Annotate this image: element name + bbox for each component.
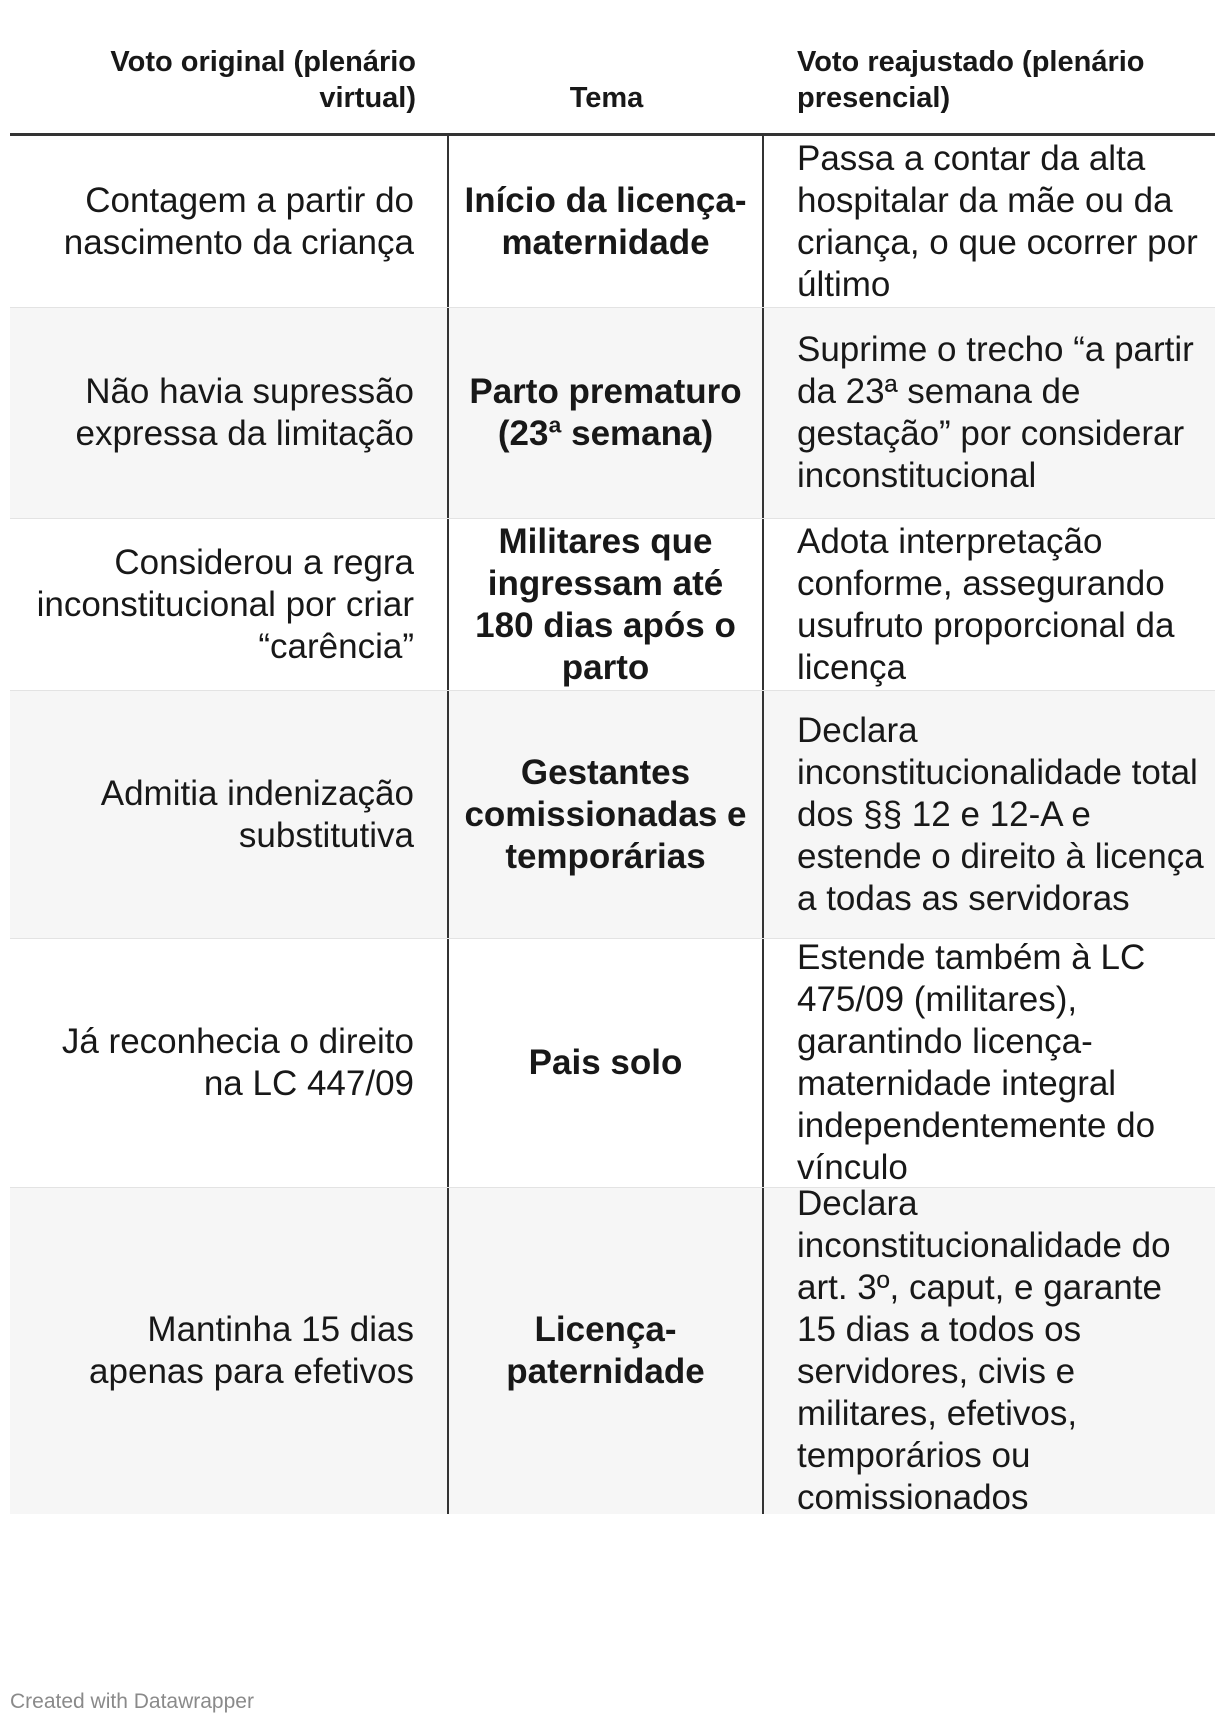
cell-theme: Militares que ingressam até 180 dias após o parto — [449, 519, 764, 690]
cell-theme: Licença-paternidade — [449, 1188, 764, 1514]
cell-adjusted-vote: Declara inconstitucionalidade do art. 3º, caput, e garante 15 dias a todos os servidores, civis e militares, efetivos, temporários ou comissionados — [797, 1184, 1171, 1517]
cell-original-vote: Contagem a partir do nascimento da criança — [10, 136, 449, 307]
cell-theme: Início da licença-maternidade — [449, 136, 764, 307]
table-row — [10, 939, 1215, 1188]
cell-original-vote: Considerou a regra inconstitucional por criar “carência” — [10, 519, 449, 690]
datawrapper-credit: Created with Datawrapper — [10, 1690, 254, 1713]
table-row — [10, 136, 1215, 308]
table-row — [10, 691, 1215, 939]
cell-original-vote: Já reconhecia o direito na LC 447/09 — [10, 939, 449, 1187]
cell-original-vote: Admitia indenização substitutiva — [10, 691, 449, 938]
header-original-vote: Voto original (plenário virtual) — [110, 46, 416, 114]
table-row — [10, 519, 1215, 691]
table-header — [10, 0, 1215, 136]
cell-original-vote: Não havia supressão expressa da limitação — [10, 308, 449, 518]
cell-theme: Gestantes comissionadas e temporárias — [449, 691, 764, 938]
cell-adjusted-vote: Passa a contar da alta hospitalar da mãe ou da criança, o que ocorrer por último — [797, 138, 1198, 304]
header-adjusted-vote: Voto reajustado (plenário presencial) — [797, 46, 1145, 114]
table-row — [10, 308, 1215, 519]
cell-adjusted-vote: Adota interpretação conforme, assegurando usufruto proporcional da licença — [797, 521, 1175, 687]
cell-adjusted-vote: Declara inconstitucionalidade total dos §§ 12 e 12-A e estende o direito à licença a todas as servidoras — [797, 710, 1204, 918]
header-theme: Tema — [569, 82, 644, 114]
table-row — [10, 1184, 1215, 1517]
cell-adjusted-vote: Suprime o trecho “a partir da 23ª semana de gestação” por considerar inconstitucional — [797, 330, 1194, 495]
cell-original-vote: Mantinha 15 dias apenas para efetivos — [10, 1188, 449, 1514]
cell-theme: Parto prematuro (23ª semana) — [449, 308, 764, 518]
comparison-table — [10, 0, 1215, 1517]
cell-adjusted-vote: Estende também à LC 475/09 (militares), garantindo licença-maternidade integral independentemente do vínculo — [797, 938, 1156, 1187]
cell-theme: Pais solo — [449, 939, 764, 1187]
